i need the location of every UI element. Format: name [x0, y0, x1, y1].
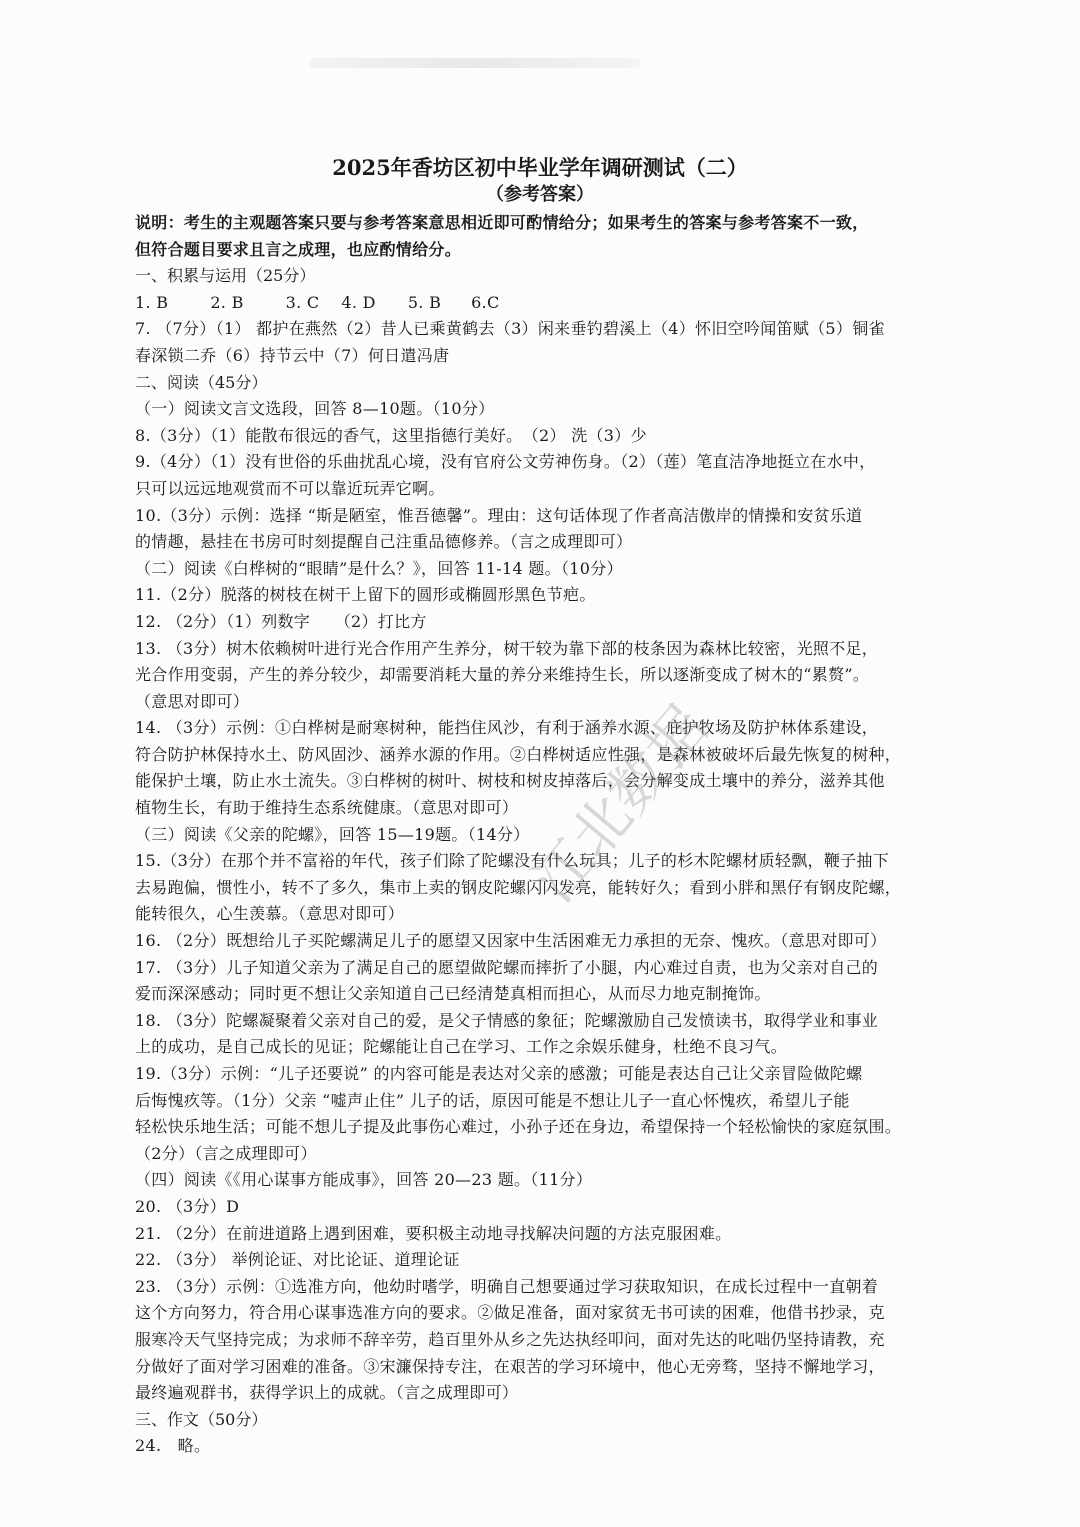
answer-line: 11.（2分）脱落的树枝在树干上留下的圆形或椭圆形黑色节疤。 — [135, 585, 596, 605]
answer-line: 能转很久，心生羡慕。（意思对即可） — [135, 904, 405, 924]
page-title: 2025年香坊区初中毕业学年调研测试（二） — [332, 155, 748, 180]
choice-answer: 6.C — [471, 292, 500, 312]
answer-line: 15.（3分）在那个并不富裕的年代，孩子们除了陀螺没有什么玩具；儿子的杉木陀螺材质轻飘，鞭子抽下 — [135, 851, 890, 871]
part-heading: （四）阅读《《用心谋事方能成事》，回答 20—23 题。（11分） — [135, 1170, 593, 1190]
section-heading: 三、作文（50分） — [135, 1409, 268, 1429]
part-heading: （二）阅读《白桦树的“眼睛”是什么？》，回答 11-14 题。（10分） — [135, 558, 623, 578]
answer-line: 这个方向努力，符合用心谋事选准方向的要求。②做足准备，面对家贫无书可读的困难，他借书抄录，克 — [135, 1303, 885, 1323]
answer-line: 13. （3分）树木依赖树叶进行光合作用产生养分，树干较为靠下部的枝条因为森林比较密，光照不足， — [135, 638, 879, 658]
answer-line: 后悔愧疚等。（1分）父亲 “嘘声止住” 儿子的话，原因可能是不想让儿子一直心怀愧疚，希望儿子能 — [135, 1090, 850, 1110]
answer-line: 符合防护林保持水土、防风固沙、涵养水源的作用。②白桦树适应性强，是森林被破坏后最先恢复的树种， — [135, 744, 902, 764]
answer-line: （意思对即可） — [135, 691, 250, 711]
answer-line: 去易跑偏，惯性小，转不了多久，集市上卖的钢皮陀螺闪闪发亮，能转好久；看到小胖和黑仔有钢皮陀螺， — [135, 877, 902, 897]
answer-line: 最终遍观群书，获得学识上的成就。（言之成理即可） — [135, 1383, 519, 1403]
choice-answer: 5. B — [407, 292, 442, 312]
choice-answer: 2. B — [210, 292, 244, 312]
answer-line: 24. 略。 — [135, 1436, 211, 1456]
answer-line: （2分）（言之成理即可） — [135, 1143, 317, 1163]
section-heading: 一、积累与运用（25分） — [135, 266, 316, 286]
answer-line: 7. （7分）（1） 都护在燕然（2）昔人已乘黄鹤去（3）闲来垂钓碧溪上（4）怀旧空吟闻笛赋（5）铜雀 — [135, 319, 885, 339]
answer-line: 的情趣，悬挂在书房可时刻提醒自己注重品德修养。（言之成理即可） — [135, 532, 633, 552]
answer-line: 9.（4分）（1）没有世俗的乐曲扰乱心境，没有官府公文劳神伤身。（2）（莲）笔直洁净地挺立在水中， — [135, 452, 876, 472]
answer-line: 上的成功，是自己成长的见证；陀螺能让自己在学习、工作之余娱乐健身，杜绝不良习气。 — [135, 1037, 788, 1057]
answer-line: 12. （2分）（1）列数字 （2）打比方 — [135, 611, 427, 631]
page-subtitle: （参考答案） — [486, 184, 594, 205]
answer-line: 只可以远远地观赏而不可以靠近玩弄它啊。 — [135, 478, 445, 498]
section-heading: 二、阅读（45分） — [135, 372, 268, 392]
choice-answer: 4. D — [341, 292, 376, 312]
answer-line: 21. （2分）在前进道路上遇到困难，要积极主动地寻找解决问题的方法克服困难。 — [135, 1223, 732, 1243]
choice-answer: 1. B — [135, 292, 169, 312]
note-line: 说明：考生的主观题答案只要与参考答案意思相近即可酌情给分；如果考生的答案与参考答案不一致， — [135, 213, 869, 232]
choice-answers — [135, 290, 945, 317]
answer-line: 17. （3分）儿子知道父亲为了满足自己的愿望做陀螺而摔折了小腿，内心难过自责，也为父亲对自己的 — [135, 957, 879, 977]
answer-line: 植物生长，有助于维持生态系统健康。（意思对即可） — [135, 798, 519, 818]
answer-line: 16. （2分）既想给儿子买陀螺满足儿子的愿望又因家中生活困难无力承担的无奈、愧疚。（意思对即可） — [135, 931, 887, 951]
answer-line: 14. （3分）示例：①白桦树是耐寒树种，能挡住风沙，有利于涵养水源、庇护牧场及防护林体系建设， — [135, 718, 879, 738]
scan-artifact — [310, 58, 640, 68]
answer-line: 光合作用变弱，产生的养分较少，却需要消耗大量的养分来维持生长，所以逐渐变成了树木的“累赘”。 — [135, 665, 870, 685]
watermark-text: 江北数据 — [519, 693, 721, 915]
answer-line: 8.（3分）（1）能散布很远的香气，这里指德行美好。 （2） 洗（3）少 — [135, 425, 647, 445]
part-heading: （三）阅读《父亲的陀螺》，回答 15—19题。（14分） — [135, 824, 530, 844]
answer-line: 23. （3分）示例：①选准方向，他幼时嗜学，明确自己想要通过学习获取知识，在成长过程中一直朝着 — [135, 1276, 879, 1296]
answer-line: 18. （3分）陀螺凝聚着父亲对自己的爱，是父子情感的象征；陀螺激励自己发愤读书，取得学业和事业 — [135, 1010, 879, 1030]
answer-line: 分做好了面对学习困难的准备。③宋濂保持专注，在艰苦的学习环境中，他心无旁骛，坚持不懈地学习， — [135, 1356, 885, 1376]
answer-line: 服寒冷天气坚持完成；为求师不辞辛劳，趋百里外从乡之先达执经叩问，面对先达的叱咄仍坚持请教，充 — [135, 1329, 885, 1349]
choice-answer: 3. C — [285, 292, 320, 312]
part-heading: （一）阅读文言文选段，回答 8—10题。（10分） — [135, 399, 495, 419]
answer-key-content — [135, 154, 945, 1460]
answer-line: 轻松快乐地生活；可能不想儿子提及此事伤心难过，小孙子还在身边，希望保持一个轻松愉快的家庭氛围。 — [135, 1117, 902, 1137]
answer-line: 20. （3分）D — [135, 1196, 240, 1216]
answer-line: 10.（3分）示例：选择 “斯是陋室，惟吾德馨”。理由：这句话体现了作者高洁傲岸的情操和安贫乐道 — [135, 505, 863, 525]
answer-line: 22. （3分） 举例论证、对比论证、道理论证 — [135, 1250, 460, 1270]
answer-line: 19.（3分）示例：“儿子还要说” 的内容可能是表达对父亲的感激；可能是表达自己让父亲冒险做陀螺 — [135, 1064, 863, 1083]
answer-line: 爱而深深感动；同时更不想让父亲知道自己已经清楚真相而担心，从而尽力地克制掩饰。 — [135, 984, 771, 1004]
answer-line: 能保护土壤，防止水土流失。③白桦树的树叶、树枝和树皮掉落后，会分解变成土壤中的养分，滋养其他 — [135, 771, 885, 791]
answer-line: 春深锁二乔（6）持节云中（7）何日遣冯唐 — [135, 345, 450, 365]
note-line: 但符合题目要求且言之成理，也应酌情给分。 — [135, 239, 462, 259]
